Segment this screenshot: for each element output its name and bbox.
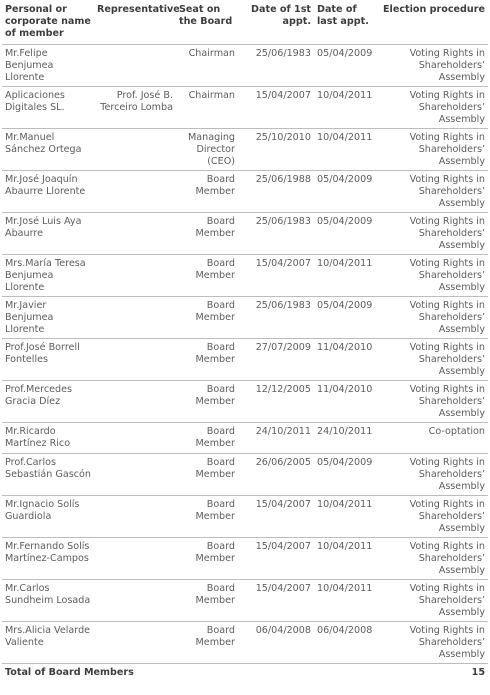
first-appointment-date-cell: 15/04/2007 xyxy=(238,496,314,538)
first-appointment-date-cell: 06/04/2008 xyxy=(238,622,314,664)
member-name-cell: Mrs.Alicia Velarde Valiente xyxy=(2,622,94,664)
first-appointment-date-cell: 15/04/2007 xyxy=(238,538,314,580)
header-representative: Representative xyxy=(94,1,176,45)
election-procedure-cell: Voting Rights in Shareholders’ Assembly xyxy=(376,339,488,381)
table-row xyxy=(2,45,488,87)
election-procedure-cell: Voting Rights in Shareholders’ Assembly xyxy=(376,45,488,87)
first-appointment-date-cell: 15/04/2007 xyxy=(238,87,314,129)
table-row xyxy=(2,381,488,423)
board-seat-cell: Board Member xyxy=(176,538,238,580)
table-row xyxy=(2,129,488,171)
representative-cell xyxy=(94,496,176,538)
table-row xyxy=(2,339,488,381)
header-election-procedure: Election procedure xyxy=(376,1,488,45)
first-appointment-date-cell: 15/04/2007 xyxy=(238,580,314,622)
member-name-cell: Mr.José Luis Aya Abaurre xyxy=(2,213,94,255)
member-name-cell: Mr.Carlos Sundheim Losada xyxy=(2,580,94,622)
board-members-table xyxy=(2,1,488,695)
last-appointment-date-cell: 05/04/2009 xyxy=(314,454,376,496)
board-members-table-container xyxy=(2,1,488,695)
member-name-cell: Aplicaciones Digitales SL. xyxy=(2,87,94,129)
table-row xyxy=(2,454,488,496)
election-procedure-cell: Voting Rights in Shareholders’ Assembly xyxy=(376,297,488,339)
first-appointment-date-cell: 25/06/1983 xyxy=(238,213,314,255)
board-seat-cell: Managing Director (CEO) xyxy=(176,129,238,171)
last-appointment-date-cell: 11/04/2010 xyxy=(314,339,376,381)
representative-cell xyxy=(94,622,176,664)
board-seat-cell: Board Member xyxy=(176,255,238,297)
board-seat-cell: Chairman xyxy=(176,45,238,87)
member-name-cell: Mr.Ignacio Solís Guardiola xyxy=(2,496,94,538)
last-appointment-date-cell: 05/04/2009 xyxy=(314,213,376,255)
first-appointment-date-cell: 25/06/1988 xyxy=(238,171,314,213)
first-appointment-date-cell: 25/06/1983 xyxy=(238,297,314,339)
header-last-appt: Date of last appt. xyxy=(314,1,376,45)
election-procedure-cell: Voting Rights in Shareholders’ Assembly xyxy=(376,255,488,297)
last-appointment-date-cell: 11/04/2010 xyxy=(314,381,376,423)
table-row xyxy=(2,496,488,538)
header-seat: Seat on the Board xyxy=(176,1,238,45)
member-name-cell: Prof.Mercedes Gracia Díez xyxy=(2,381,94,423)
election-procedure-cell: Voting Rights in Shareholders’ Assembly xyxy=(376,87,488,129)
last-appointment-date-cell: 10/04/2011 xyxy=(314,538,376,580)
representative-cell xyxy=(94,297,176,339)
election-procedure-cell: Voting Rights in Shareholders’ Assembly xyxy=(376,538,488,580)
representative-cell xyxy=(94,213,176,255)
table-row xyxy=(2,171,488,213)
election-procedure-cell: Voting Rights in Shareholders’ Assembly xyxy=(376,381,488,423)
last-appointment-date-cell: 10/04/2011 xyxy=(314,255,376,297)
header-name: Personal or corporate name of member xyxy=(2,1,94,45)
election-procedure-cell: Co-optation xyxy=(376,423,488,454)
total-label: Total of Board Members xyxy=(2,664,238,695)
table-row xyxy=(2,213,488,255)
member-name-cell: Mr.José Joaquín Abaurre Llorente xyxy=(2,171,94,213)
table-row xyxy=(2,580,488,622)
table-row xyxy=(2,423,488,454)
board-seat-cell: Board Member xyxy=(176,454,238,496)
election-procedure-cell: Voting Rights in Shareholders’ Assembly xyxy=(376,213,488,255)
member-name-cell: Mr.Manuel Sánchez Ortega xyxy=(2,129,94,171)
board-seat-cell: Board Member xyxy=(176,339,238,381)
table-row xyxy=(2,538,488,580)
representative-cell: Prof. José B. Terceiro Lomba xyxy=(94,87,176,129)
board-seat-cell: Board Member xyxy=(176,580,238,622)
board-seat-cell: Chairman xyxy=(176,87,238,129)
table-row xyxy=(2,297,488,339)
election-procedure-cell: Voting Rights in Shareholders’ Assembly xyxy=(376,580,488,622)
last-appointment-date-cell: 10/04/2011 xyxy=(314,87,376,129)
member-name-cell: Mr.Ricardo Martínez Rico xyxy=(2,423,94,454)
first-appointment-date-cell: 12/12/2005 xyxy=(238,381,314,423)
board-seat-cell: Board Member xyxy=(176,622,238,664)
last-appointment-date-cell: 10/04/2011 xyxy=(314,580,376,622)
board-seat-cell: Board Member xyxy=(176,423,238,454)
table-row xyxy=(2,622,488,664)
representative-cell xyxy=(94,255,176,297)
election-procedure-cell: Voting Rights in Shareholders’ Assembly xyxy=(376,454,488,496)
election-procedure-cell: Voting Rights in Shareholders’ Assembly xyxy=(376,129,488,171)
last-appointment-date-cell: 06/04/2008 xyxy=(314,622,376,664)
representative-cell xyxy=(94,171,176,213)
last-appointment-date-cell: 10/04/2011 xyxy=(314,129,376,171)
first-appointment-date-cell: 26/06/2005 xyxy=(238,454,314,496)
member-name-cell: Prof.Carlos Sebastián Gascón xyxy=(2,454,94,496)
board-seat-cell: Board Member xyxy=(176,496,238,538)
board-seat-cell: Board Member xyxy=(176,297,238,339)
member-name-cell: Prof.José Borrell Fontelles xyxy=(2,339,94,381)
last-appointment-date-cell: 10/04/2011 xyxy=(314,496,376,538)
table-row xyxy=(2,255,488,297)
last-appointment-date-cell: 05/04/2009 xyxy=(314,45,376,87)
representative-cell xyxy=(94,580,176,622)
representative-cell xyxy=(94,45,176,87)
election-procedure-cell: Voting Rights in Shareholders’ Assembly xyxy=(376,171,488,213)
representative-cell xyxy=(94,423,176,454)
total-row xyxy=(2,664,488,695)
representative-cell xyxy=(94,538,176,580)
representative-cell xyxy=(94,129,176,171)
table-header-row xyxy=(2,1,488,45)
table-row xyxy=(2,87,488,129)
total-value: 15 xyxy=(238,664,488,695)
board-seat-cell: Board Member xyxy=(176,171,238,213)
last-appointment-date-cell: 24/10/2011 xyxy=(314,423,376,454)
election-procedure-cell: Voting Rights in Shareholders’ Assembly xyxy=(376,622,488,664)
board-seat-cell: Board Member xyxy=(176,381,238,423)
member-name-cell: Mrs.María Teresa Benjumea Llorente xyxy=(2,255,94,297)
first-appointment-date-cell: 25/10/2010 xyxy=(238,129,314,171)
representative-cell xyxy=(94,381,176,423)
last-appointment-date-cell: 05/04/2009 xyxy=(314,297,376,339)
representative-cell xyxy=(94,454,176,496)
member-name-cell: Mr.Felipe Benjumea Llorente xyxy=(2,45,94,87)
first-appointment-date-cell: 15/04/2007 xyxy=(238,255,314,297)
first-appointment-date-cell: 25/06/1983 xyxy=(238,45,314,87)
header-first-appt: Date of 1st appt. xyxy=(238,1,314,45)
election-procedure-cell: Voting Rights in Shareholders’ Assembly xyxy=(376,496,488,538)
representative-cell xyxy=(94,339,176,381)
member-name-cell: Mr.Fernando Solís Martínez-Campos xyxy=(2,538,94,580)
first-appointment-date-cell: 24/10/2011 xyxy=(238,423,314,454)
board-seat-cell: Board Member xyxy=(176,213,238,255)
member-name-cell: Mr.Javier Benjumea Llorente xyxy=(2,297,94,339)
last-appointment-date-cell: 05/04/2009 xyxy=(314,171,376,213)
first-appointment-date-cell: 27/07/2009 xyxy=(238,339,314,381)
